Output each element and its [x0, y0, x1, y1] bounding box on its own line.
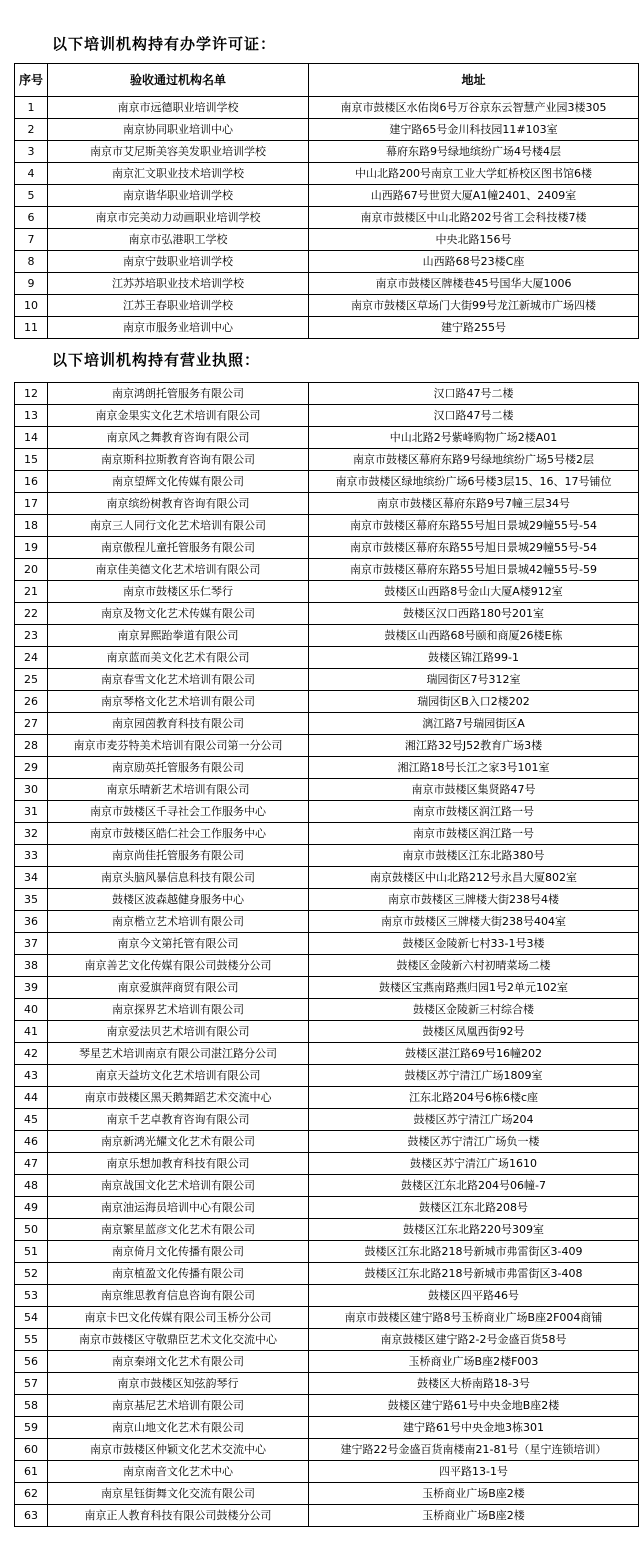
institution-name: 南京市鼓楼区仲颖文化艺术交流中心 [48, 1439, 309, 1461]
institution-address: 南京市鼓楼区牌楼巷45号国华大厦1006 [309, 273, 639, 295]
table-row [15, 515, 639, 537]
institution-name: 南京头脑风暴信息科技有限公司 [48, 867, 309, 889]
table-row [15, 735, 639, 757]
institution-address: 建宁路61号中央金地3栋301 [309, 1417, 639, 1439]
table-row [15, 647, 639, 669]
row-number: 50 [15, 1219, 48, 1241]
row-number: 6 [15, 207, 48, 229]
institution-name: 南京市鼓楼区知弦韵琴行 [48, 1373, 309, 1395]
row-number: 17 [15, 493, 48, 515]
row-number: 57 [15, 1373, 48, 1395]
institution-address: 中山北路2号紫峰购物广场2楼A01 [309, 427, 639, 449]
institution-name: 南京斯科拉斯教育咨询有限公司 [48, 449, 309, 471]
institution-address: 汉口路47号二楼 [309, 383, 639, 405]
table-row [15, 119, 639, 141]
row-number: 38 [15, 955, 48, 977]
table-row [15, 1263, 639, 1285]
column-header-name: 验收通过机构名单 [48, 64, 309, 97]
table-row [15, 1439, 639, 1461]
institution-address: 鼓楼区江东北路220号309室 [309, 1219, 639, 1241]
institution-address: 中山北路200号南京工业大学虹桥校区图书馆6楼 [309, 163, 639, 185]
table-row [15, 185, 639, 207]
institution-address: 玉桥商业广场B座2楼F003 [309, 1351, 639, 1373]
institution-address: 南京市鼓楼区润江路一号 [309, 823, 639, 845]
table-row [15, 867, 639, 889]
institution-address: 鼓楼区金陵新七村33-1号3楼 [309, 933, 639, 955]
institution-name: 南京鸿朗托管服务有限公司 [48, 383, 309, 405]
table-row [15, 1153, 639, 1175]
table-row [15, 1131, 639, 1153]
table-row [15, 449, 639, 471]
institution-address: 中央北路156号 [309, 229, 639, 251]
row-number: 7 [15, 229, 48, 251]
row-number: 24 [15, 647, 48, 669]
institution-address: 湘江路32号J52教育广场3楼 [309, 735, 639, 757]
institution-address: 玉桥商业广场B座2楼 [309, 1483, 639, 1505]
institution-name: 南京风之舞教育咨询有限公司 [48, 427, 309, 449]
institution-name: 南京傲程儿童托管服务有限公司 [48, 537, 309, 559]
table-row [15, 955, 639, 977]
table-row [15, 207, 639, 229]
institution-name: 南京植盈文化传播有限公司 [48, 1263, 309, 1285]
institution-name: 南京南音文化艺术中心 [48, 1461, 309, 1483]
institution-address: 汉口路47号二楼 [309, 405, 639, 427]
table-row [15, 383, 639, 405]
row-number: 16 [15, 471, 48, 493]
institution-address: 南京鼓楼区中山北路212号永昌大厦802室 [309, 867, 639, 889]
institution-name: 南京探界艺术培训有限公司 [48, 999, 309, 1021]
table-row [15, 163, 639, 185]
table-row [15, 999, 639, 1021]
institution-address: 鼓楼区苏宁清江广场1610 [309, 1153, 639, 1175]
institution-name: 南京昇熙跆拳道有限公司 [48, 625, 309, 647]
institution-address: 鼓楼区山西路68号颐和商厦26楼E栋 [309, 625, 639, 647]
institution-address: 南京市鼓楼区三牌楼大街238号4楼 [309, 889, 639, 911]
row-number: 61 [15, 1461, 48, 1483]
row-number: 20 [15, 559, 48, 581]
institution-address: 鼓楼区锦江路99-1 [309, 647, 639, 669]
table-row [15, 493, 639, 515]
table-row [15, 1461, 639, 1483]
institution-address: 鼓楼区江东北路218号新城市弗雷街区3-409 [309, 1241, 639, 1263]
table-row [15, 1417, 639, 1439]
table-row [15, 1065, 639, 1087]
table-row [15, 911, 639, 933]
row-number: 51 [15, 1241, 48, 1263]
table-row [15, 713, 639, 735]
table-row [15, 1197, 639, 1219]
row-number: 23 [15, 625, 48, 647]
institution-address: 鼓楼区大桥南路18-3号 [309, 1373, 639, 1395]
institution-name: 南京千艺卓教育咨询有限公司 [48, 1109, 309, 1131]
row-number: 45 [15, 1109, 48, 1131]
institution-address: 南京市鼓楼区江东北路380号 [309, 845, 639, 867]
institution-address: 南京鼓楼区建宁路2-2号金盛百货58号 [309, 1329, 639, 1351]
row-number: 60 [15, 1439, 48, 1461]
institution-name: 南京倚月文化传播有限公司 [48, 1241, 309, 1263]
institution-name: 南京及物文化艺术传媒有限公司 [48, 603, 309, 625]
licensed-institutions-table [14, 63, 639, 339]
institution-name: 南京市鼓楼区黑天鹅舞蹈艺术交流中心 [48, 1087, 309, 1109]
institution-name: 鼓楼区波森越健身服务中心 [48, 889, 309, 911]
institution-address: 鼓楼区江东北路208号 [309, 1197, 639, 1219]
row-number: 39 [15, 977, 48, 999]
institution-address: 南京市鼓楼区水佑岗6号万谷京东云智慧产业园3楼305 [309, 97, 639, 119]
institution-address: 建宁路255号 [309, 317, 639, 339]
institution-name: 南京金果实文化艺术培训有限公司 [48, 405, 309, 427]
row-number: 62 [15, 1483, 48, 1505]
table-row [15, 1043, 639, 1065]
table-row [15, 1483, 639, 1505]
table-row [15, 471, 639, 493]
institution-name: 南京市远德职业培训学校 [48, 97, 309, 119]
row-number: 42 [15, 1043, 48, 1065]
row-number: 58 [15, 1395, 48, 1417]
table-row [15, 295, 639, 317]
table-row [15, 1219, 639, 1241]
institution-name: 南京市鼓楼区千寻社会工作服务中心 [48, 801, 309, 823]
institution-name: 南京琴格文化艺术培训有限公司 [48, 691, 309, 713]
institution-name: 南京星钰街舞文化交流有限公司 [48, 1483, 309, 1505]
row-number: 18 [15, 515, 48, 537]
row-number: 25 [15, 669, 48, 691]
institution-name: 南京市完美动力动画职业培训学校 [48, 207, 309, 229]
section-heading-licensed: 以下培训机构持有办学许可证： [52, 35, 277, 53]
institution-address: 鼓楼区建宁路61号中央金地B座2楼 [309, 1395, 639, 1417]
table-row [15, 405, 639, 427]
institution-name: 南京三人同行文化艺术培训有限公司 [48, 515, 309, 537]
institution-address: 瑞园街区7号312室 [309, 669, 639, 691]
institution-name: 南京基尼艺术培训有限公司 [48, 1395, 309, 1417]
row-number: 33 [15, 845, 48, 867]
institution-address: 鼓楼区金陵新三村综合楼 [309, 999, 639, 1021]
institution-address: 南京市鼓楼区集贤路47号 [309, 779, 639, 801]
row-number: 41 [15, 1021, 48, 1043]
table-row [15, 1505, 639, 1527]
institution-address: 鼓楼区山西路8号金山大厦A楼912室 [309, 581, 639, 603]
table-row [15, 1307, 639, 1329]
table-row [15, 1351, 639, 1373]
row-number: 10 [15, 295, 48, 317]
institution-address: 南京市鼓楼区润江路一号 [309, 801, 639, 823]
institution-name: 南京市鼓楼区皓仁社会工作服务中心 [48, 823, 309, 845]
table-row [15, 1285, 639, 1307]
institution-name: 南京汇文职业技术培训学校 [48, 163, 309, 185]
row-number: 19 [15, 537, 48, 559]
column-header-number: 序号 [15, 64, 48, 97]
table-row [15, 229, 639, 251]
row-number: 29 [15, 757, 48, 779]
institution-address: 鼓楼区苏宁清江广场204 [309, 1109, 639, 1131]
row-number: 26 [15, 691, 48, 713]
institution-name: 南京市弘港职工学校 [48, 229, 309, 251]
institution-name: 南京秦翊文化艺术有限公司 [48, 1351, 309, 1373]
row-number: 15 [15, 449, 48, 471]
business-license-institutions-table [14, 382, 639, 1527]
row-number: 47 [15, 1153, 48, 1175]
institution-address: 南京市鼓楼区幕府东路9号7幢三层34号 [309, 493, 639, 515]
institution-name: 南京爱旗萍商贸有限公司 [48, 977, 309, 999]
row-number: 40 [15, 999, 48, 1021]
table-row [15, 251, 639, 273]
institution-name: 南京繁星蓝彦文化艺术有限公司 [48, 1219, 309, 1241]
licensed-table-body [15, 97, 639, 339]
institution-name: 南京善艺文化传媒有限公司鼓楼分公司 [48, 955, 309, 977]
institution-name: 南京今文第托管有限公司 [48, 933, 309, 955]
institution-address: 漓江路7号瑞园街区A [309, 713, 639, 735]
row-number: 11 [15, 317, 48, 339]
row-number: 9 [15, 273, 48, 295]
table-row [15, 757, 639, 779]
table-row [15, 427, 639, 449]
institution-address: 南京市鼓楼区幕府东路55号旭日景城29幢55号-54 [309, 537, 639, 559]
institution-name: 南京佳美德文化艺术培训有限公司 [48, 559, 309, 581]
row-number: 13 [15, 405, 48, 427]
institution-name: 南京市鼓楼区乐仁琴行 [48, 581, 309, 603]
institution-name: 南京市鼓楼区守敬鼎臣艺术文化交流中心 [48, 1329, 309, 1351]
row-number: 54 [15, 1307, 48, 1329]
institution-name: 南京战国文化艺术培训有限公司 [48, 1175, 309, 1197]
institution-address: 南京市鼓楼区幕府东路9号绿地缤纷广场5号楼2层 [309, 449, 639, 471]
institution-name: 南京市艾尼斯美容美发职业培训学校 [48, 141, 309, 163]
table-row [15, 1021, 639, 1043]
institution-name: 江苏王春职业培训学校 [48, 295, 309, 317]
row-number: 32 [15, 823, 48, 845]
table-row [15, 1395, 639, 1417]
row-number: 30 [15, 779, 48, 801]
institution-address: 鼓楼区汉口西路180号201室 [309, 603, 639, 625]
table-row [15, 1175, 639, 1197]
table-row [15, 1087, 639, 1109]
row-number: 35 [15, 889, 48, 911]
institution-name: 南京油运海员培训中心有限公司 [48, 1197, 309, 1219]
row-number: 56 [15, 1351, 48, 1373]
row-number: 53 [15, 1285, 48, 1307]
institution-name: 南京山地文化艺术有限公司 [48, 1417, 309, 1439]
section-heading-business-license: 以下培训机构持有营业执照： [52, 351, 261, 369]
row-number: 2 [15, 119, 48, 141]
row-number: 46 [15, 1131, 48, 1153]
institution-address: 鼓楼区苏宁清江广场1809室 [309, 1065, 639, 1087]
row-number: 21 [15, 581, 48, 603]
institution-address: 江东北路204号6栋6楼c座 [309, 1087, 639, 1109]
institution-address: 南京市鼓楼区三牌楼大街238号404室 [309, 911, 639, 933]
institution-address: 南京市鼓楼区绿地缤纷广场6号楼3层15、16、17号铺位 [309, 471, 639, 493]
row-number: 34 [15, 867, 48, 889]
institution-address: 南京市鼓楼区幕府东路55号旭日景城29幢55号-54 [309, 515, 639, 537]
institution-address: 山西路68号23楼C座 [309, 251, 639, 273]
institution-address: 鼓楼区苏宁清江广场负一楼 [309, 1131, 639, 1153]
institution-address: 鼓楼区四平路46号 [309, 1285, 639, 1307]
institution-name: 南京协同职业培训中心 [48, 119, 309, 141]
table-row [15, 581, 639, 603]
institution-name: 南京尚佳托管服务有限公司 [48, 845, 309, 867]
row-number: 36 [15, 911, 48, 933]
institution-name: 南京天益坊文化艺术培训有限公司 [48, 1065, 309, 1087]
table-row [15, 691, 639, 713]
institution-name: 琴星艺术培训南京有限公司湛江路分公司 [48, 1043, 309, 1065]
institution-address: 山西路67号世贸大厦A1幢2401、2409室 [309, 185, 639, 207]
institution-name: 南京市服务业培训中心 [48, 317, 309, 339]
row-number: 63 [15, 1505, 48, 1527]
row-number: 22 [15, 603, 48, 625]
institution-address: 南京市鼓楼区建宁路8号玉桥商业广场B座2F004商铺 [309, 1307, 639, 1329]
business-license-table-body [15, 383, 639, 1527]
institution-name: 南京缤纷树教育咨询有限公司 [48, 493, 309, 515]
row-number: 8 [15, 251, 48, 273]
institution-address: 鼓楼区金陵新六村初晴菜场二楼 [309, 955, 639, 977]
institution-name: 南京维思教育信息咨询有限公司 [48, 1285, 309, 1307]
institution-address: 鼓楼区宝燕南路燕归园1号2单元102室 [309, 977, 639, 999]
institution-address: 南京市鼓楼区中山北路202号省工会科技楼7楼 [309, 207, 639, 229]
table-row [15, 97, 639, 119]
table-row [15, 889, 639, 911]
row-number: 37 [15, 933, 48, 955]
institution-address: 湘江路18号长江之家3号101室 [309, 757, 639, 779]
row-number: 4 [15, 163, 48, 185]
institution-address: 鼓楼区凤凰西街92号 [309, 1021, 639, 1043]
table-row [15, 141, 639, 163]
table-row [15, 779, 639, 801]
institution-name: 南京宁鼓职业培训学校 [48, 251, 309, 273]
row-number: 5 [15, 185, 48, 207]
row-number: 44 [15, 1087, 48, 1109]
institution-address: 南京市鼓楼区幕府东路55号旭日景城42幢55号-59 [309, 559, 639, 581]
table-row [15, 669, 639, 691]
institution-name: 南京春雪文化艺术培训有限公司 [48, 669, 309, 691]
institution-name: 南京爱法贝艺术培训有限公司 [48, 1021, 309, 1043]
row-number: 12 [15, 383, 48, 405]
institution-address: 建宁路65号金川科技园11#103室 [309, 119, 639, 141]
institution-name: 南京卡巴文化传媒有限公司玉桥分公司 [48, 1307, 309, 1329]
institution-name: 南京乐想加教育科技有限公司 [48, 1153, 309, 1175]
institution-address: 瑞园街区B入口2楼202 [309, 691, 639, 713]
table-row [15, 845, 639, 867]
institution-name: 南京乐晴新艺术培训有限公司 [48, 779, 309, 801]
row-number: 55 [15, 1329, 48, 1351]
institution-address: 幕府东路9号绿地缤纷广场4号楼4层 [309, 141, 639, 163]
table-row [15, 1373, 639, 1395]
row-number: 31 [15, 801, 48, 823]
table-row [15, 273, 639, 295]
table-row [15, 933, 639, 955]
institution-name: 南京新鸿光耀文化艺术有限公司 [48, 1131, 309, 1153]
institution-name: 南京市麦芬特美术培训有限公司第一分公司 [48, 735, 309, 757]
institution-address: 南京市鼓楼区草场门大街99号龙江新城市广场四楼 [309, 295, 639, 317]
table-row [15, 317, 639, 339]
row-number: 28 [15, 735, 48, 757]
institution-name: 南京蓝而美文化艺术有限公司 [48, 647, 309, 669]
table-row [15, 977, 639, 999]
row-number: 3 [15, 141, 48, 163]
row-number: 43 [15, 1065, 48, 1087]
row-number: 59 [15, 1417, 48, 1439]
institution-address: 鼓楼区江东北路218号新城市弗雷街区3-408 [309, 1263, 639, 1285]
institution-name: 南京谐华职业培训学校 [48, 185, 309, 207]
row-number: 27 [15, 713, 48, 735]
institution-name: 南京望辉文化传媒有限公司 [48, 471, 309, 493]
institution-address: 建宁路22号金盛百货南楼南21-81号（星宁连锁培训） [309, 1439, 639, 1461]
institution-address: 鼓楼区湛江路69号16幢202 [309, 1043, 639, 1065]
table-row [15, 1329, 639, 1351]
row-number: 52 [15, 1263, 48, 1285]
table-row [15, 823, 639, 845]
institution-name: 南京正人教育科技有限公司鼓楼分公司 [48, 1505, 309, 1527]
institution-address: 四平路13-1号 [309, 1461, 639, 1483]
table-row [15, 537, 639, 559]
row-number: 1 [15, 97, 48, 119]
table-row [15, 1109, 639, 1131]
row-number: 49 [15, 1197, 48, 1219]
institution-address: 鼓楼区江东北路204号06幢-7 [309, 1175, 639, 1197]
table-row [15, 1241, 639, 1263]
institution-name: 南京园茵教育科技有限公司 [48, 713, 309, 735]
institution-name: 南京楷立艺术培训有限公司 [48, 911, 309, 933]
institution-name: 江苏苏培职业技术培训学校 [48, 273, 309, 295]
row-number: 48 [15, 1175, 48, 1197]
institution-address: 玉桥商业广场B座2楼 [309, 1505, 639, 1527]
institution-name: 南京励英托管服务有限公司 [48, 757, 309, 779]
table-row [15, 559, 639, 581]
table-row [15, 801, 639, 823]
table-row [15, 603, 639, 625]
row-number: 14 [15, 427, 48, 449]
table-row [15, 625, 639, 647]
table-header-row [15, 64, 639, 97]
column-header-address: 地址 [309, 64, 639, 97]
